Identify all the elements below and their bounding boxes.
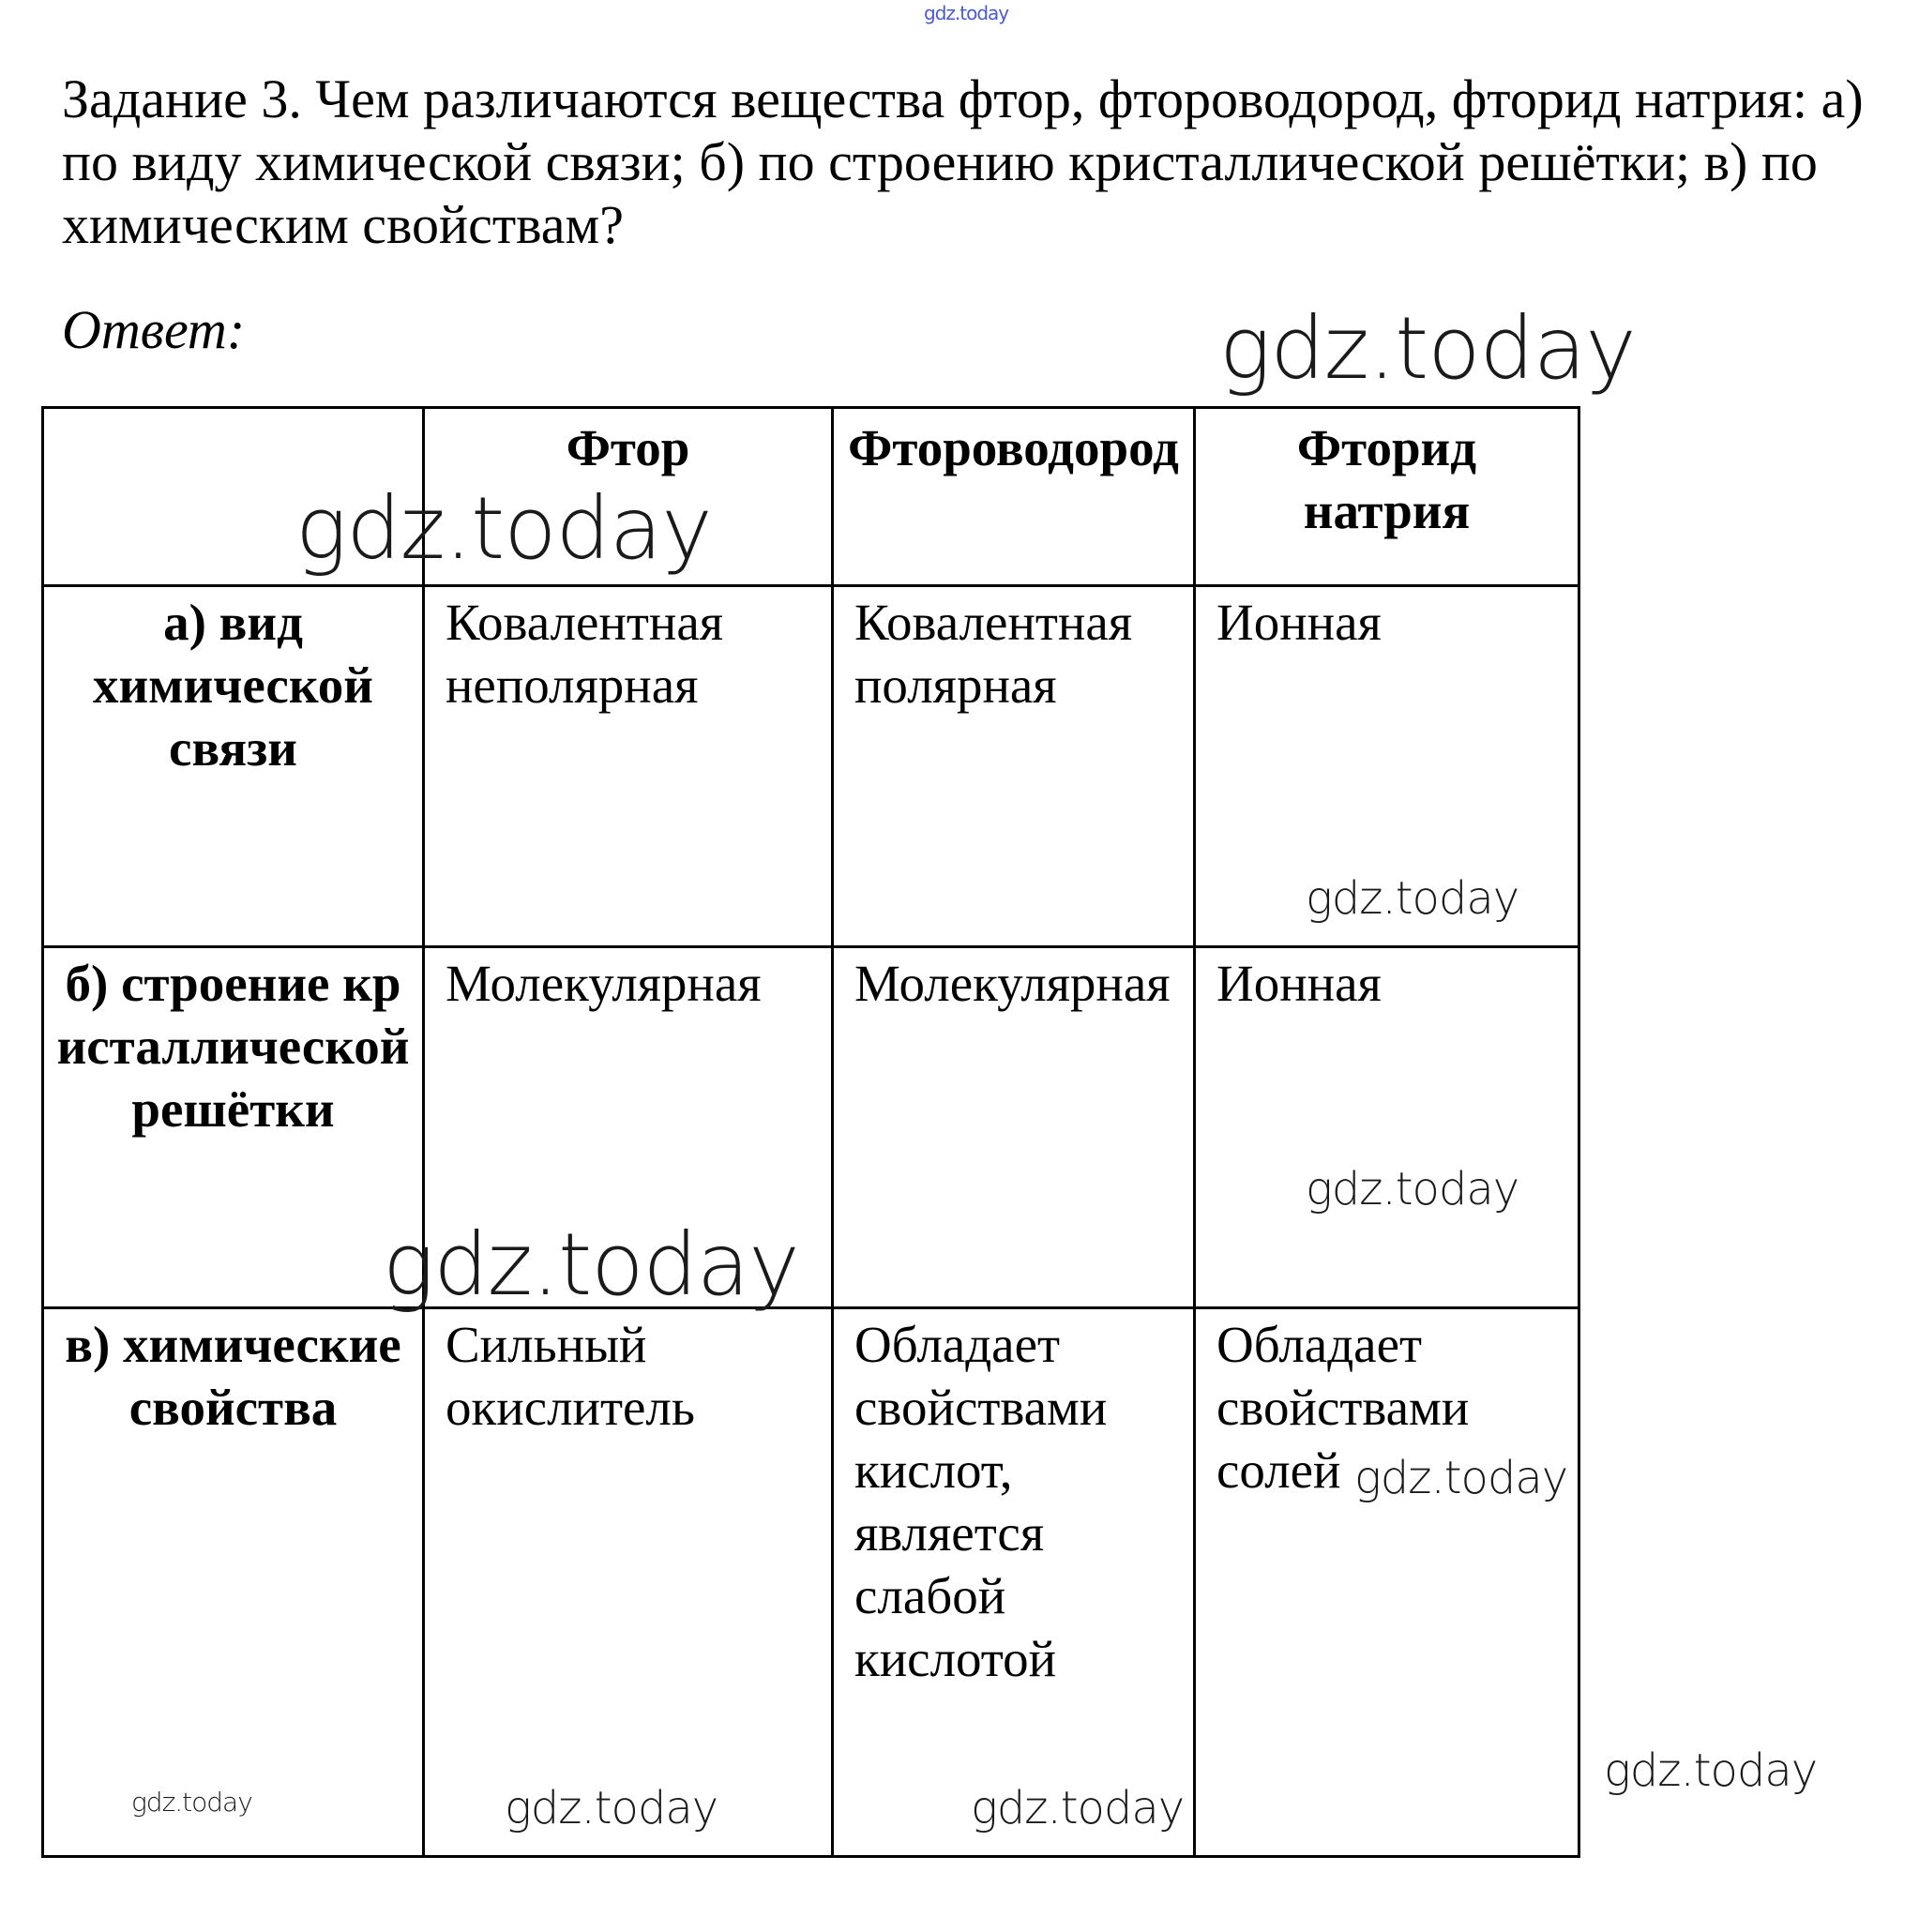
watermark: gdz.today [383,1215,799,1315]
header-sodium-fluoride: Фторид натрия [1195,408,1579,586]
watermark: gdz.today [1219,298,1636,399]
table-row [43,947,1579,1308]
answer-table [41,406,1580,1858]
table-cell: Молекулярная [424,947,833,1308]
table-cell: Ковалентная полярная [833,586,1195,947]
answer-label: Ответ: [62,299,246,360]
table-cell: Обладает свойствами кислот, является слабой кислотой [833,1308,1195,1857]
watermark: gdz.today [295,478,712,579]
watermark: gdz.today [1354,1452,1568,1504]
watermark: gdz.today [1306,1163,1519,1215]
table-header-row [43,408,1579,586]
watermark: gdz.today [1604,1744,1818,1797]
watermark: gdz.today [131,1787,252,1818]
row-label-bond-type: а) вид химической связи [43,586,424,947]
header-fluorine: Фтор [424,408,833,586]
table-cell: Ковалентная неполярная [424,586,833,947]
watermark: gdz.today [971,1782,1185,1834]
table-cell: Ионная [1195,586,1579,947]
task-text: Задание 3. Чем различаются вещества фтор, фтороводород, фторид натрия: а) по виду химической связи; б) по строению кристаллической решётки; в) по химическим свойствам? [62,68,1864,255]
table-cell: Ионная [1195,947,1579,1308]
header-hydrogen-fluoride: Фтороводород [833,408,1195,586]
table-cell: Сильный окислитель [424,1308,833,1857]
row-label-crystal-lattice: б) строение кристаллической решётки [43,947,424,1308]
watermark: gdz.today [505,1782,718,1834]
row-label-chemical-properties: в) химические свойства [43,1308,424,1857]
table-cell: Обладает свойствами солей [1195,1308,1579,1857]
table-row [43,1308,1579,1857]
table-cell: Молекулярная [833,947,1195,1308]
watermark: gdz.today [1306,872,1519,925]
top-watermark: gdz.today [924,2,1009,24]
